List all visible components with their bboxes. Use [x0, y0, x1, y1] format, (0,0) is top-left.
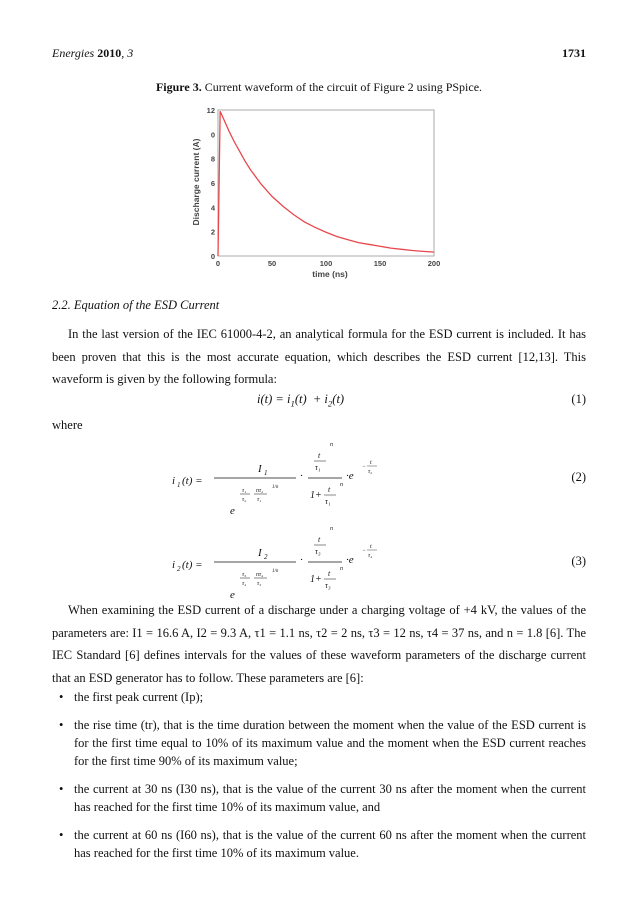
svg-text:n: n — [340, 566, 343, 572]
paragraph-parameters: When examining the ESD current of a discharge under a charging voltage of +4 kV, the values of the parameters are: I1 = 16.6 A, I2 = 9.3 A, τ1 = 1.1 ns, τ2 = 2 ns, τ3 = 12 ns, τ4 = 37 ns, and n = 1.8 [6]. The IEC Standard [6] defines intervals for the values of these waveform parameters of the discharge current that an ESD generator has to follow. These parameters are [6]: — [52, 603, 586, 685]
svg-text:·e: ·e — [346, 470, 354, 482]
svg-text:·: · — [300, 470, 303, 482]
list-item: • the first peak current (Ip); — [59, 690, 204, 704]
y-axis-label: Discharge current (A) — [191, 138, 201, 226]
journal-header: Energies 2010, 3 — [52, 46, 134, 60]
svg-text:τ₃: τ₃ — [257, 581, 262, 587]
figure-caption-text: Current waveform of the circuit of Figure 2 using PSpice. — [204, 80, 483, 94]
y-tick-label: 8 — [210, 154, 215, 164]
svg-text:τ₃: τ₃ — [315, 547, 321, 556]
y-tick-label: 6 — [210, 179, 215, 188]
list-item-text: the current at 30 ns (I30 ns), that is the value of the current 30 ns after the moment when the current has reached for the first time 10% of its maximum value, and — [74, 782, 586, 814]
where-label: where — [52, 418, 83, 432]
list-item: • the current at 60 ns (I60 ns), that is the value of the current 60 ns after the moment when the current has reached for the first time 10% of its maximum value. — [59, 828, 586, 860]
svg-text:I: I — [258, 547, 262, 559]
paragraph-intro: In the last version of the IEC 61000-4-2, an analytical formula for the ESD current is included. It has been proven that this is the most accurate equation, which describes the ESD current [12,13]. This waveform is given by the following formula: — [52, 327, 586, 386]
svg-text:1/n: 1/n — [272, 485, 279, 490]
x-tick-label: 150 — [373, 259, 387, 268]
svg-text:τ₄: τ₄ — [242, 581, 247, 587]
svg-text:τ₄: τ₄ — [368, 553, 373, 559]
svg-text:n: n — [330, 442, 333, 448]
y-tick-label: 12 — [206, 106, 215, 115]
svg-text:τ₁: τ₁ — [315, 463, 321, 472]
svg-text:i: i — [172, 475, 176, 487]
list-item: • the current at 30 ns (I30 ns), that is the value of the current 30 ns after the moment when the current has reached for the first time 10% of its maximum value, and — [59, 782, 586, 814]
y-tick-label: 0 — [210, 130, 215, 140]
svg-text:1/n: 1/n — [272, 569, 279, 574]
svg-text:I: I — [258, 463, 262, 475]
plot-area — [218, 110, 434, 256]
y-tick-label: 4 — [210, 203, 215, 213]
figure-label: Figure 3. — [155, 80, 202, 94]
svg-text:1+: 1+ — [310, 490, 322, 501]
svg-text:t: t — [370, 460, 372, 466]
journal-name: Energies — [52, 46, 95, 60]
list-item: • the rise time (tr), that is the time duration between the moment when the value of the ESD current is for the first time equal to 10% of its maximum value and the moment when the ESD current reaches for the first time 90% of its maximum value; — [59, 718, 586, 768]
svg-text:−: − — [362, 464, 367, 470]
svg-text:i: i — [172, 559, 176, 571]
parameter-list — [52, 688, 586, 872]
svg-text:e: e — [230, 589, 235, 600]
svg-text:τ₁: τ₁ — [257, 497, 262, 503]
svg-text:1: 1 — [177, 481, 181, 489]
svg-text:τ₂: τ₂ — [368, 469, 373, 475]
svg-text:n: n — [330, 526, 333, 532]
svg-text:−: − — [362, 548, 367, 554]
svg-text:t: t — [328, 569, 331, 578]
svg-text:t: t — [318, 451, 321, 460]
x-tick-label: 50 — [267, 259, 277, 268]
svg-text:τ₁: τ₁ — [325, 497, 331, 506]
y-tick-label: 2 — [210, 227, 215, 237]
svg-text:n: n — [340, 482, 343, 488]
section-heading: 2.2. Equation of the ESD Current — [52, 298, 220, 312]
figure-caption — [0, 80, 638, 95]
equation-2-number: (2) — [571, 470, 586, 484]
svg-text:2: 2 — [177, 565, 181, 573]
equation-2 — [172, 436, 392, 516]
svg-text:nτ₂: nτ₂ — [256, 488, 264, 494]
x-axis-label: time (ns) — [312, 269, 348, 279]
svg-text:τ₁: τ₁ — [242, 488, 247, 494]
svg-text:τ₂: τ₂ — [242, 497, 247, 503]
svg-text:t: t — [318, 535, 321, 544]
x-tick-label: 200 — [427, 259, 441, 268]
list-item-text: the first peak current (Ip); — [74, 690, 204, 704]
svg-text:2: 2 — [264, 553, 268, 561]
x-tick-label: 100 — [319, 259, 333, 268]
equation-3 — [172, 520, 392, 600]
discharge-current-chart — [190, 102, 450, 280]
equation-1-number: (1) — [571, 392, 586, 406]
equation-3-number: (3) — [571, 554, 586, 568]
journal-volume: 3 — [127, 46, 134, 60]
chart-frame — [218, 110, 434, 256]
list-item-text: the rise time (tr), that is the time duration between the moment when the value of the ESD current is for the first time equal to 10% of its maximum value and the moment when the ESD current reaches for the first time 90% of its maximum value; — [74, 718, 586, 768]
svg-text:(t) =: (t) = — [182, 559, 203, 571]
svg-text:τ₃: τ₃ — [325, 581, 331, 590]
svg-text:nτ₄: nτ₄ — [256, 572, 264, 578]
journal-year: 2010 — [97, 46, 122, 60]
svg-text:·e: ·e — [346, 554, 354, 566]
list-item-text: the current at 60 ns (I60 ns), that is the value of the current 60 ns after the moment when the current has reached for the first time 10% of its maximum value. — [74, 828, 586, 860]
svg-text:(t) =: (t) = — [182, 475, 203, 487]
x-tick-label: 0 — [215, 259, 221, 268]
svg-text:e: e — [230, 505, 235, 516]
svg-text:1+: 1+ — [310, 574, 322, 585]
svg-text:t: t — [370, 544, 372, 550]
svg-text:τ₃: τ₃ — [242, 572, 247, 578]
y-tick-label: 0 — [210, 252, 215, 261]
svg-text:t: t — [328, 485, 331, 494]
svg-text:·: · — [300, 554, 303, 566]
equation-1: $i(t) = i_1(t) + i_2(t)$ — [257, 392, 345, 409]
svg-text:1: 1 — [264, 469, 268, 477]
page-number: 1731 — [562, 46, 586, 60]
